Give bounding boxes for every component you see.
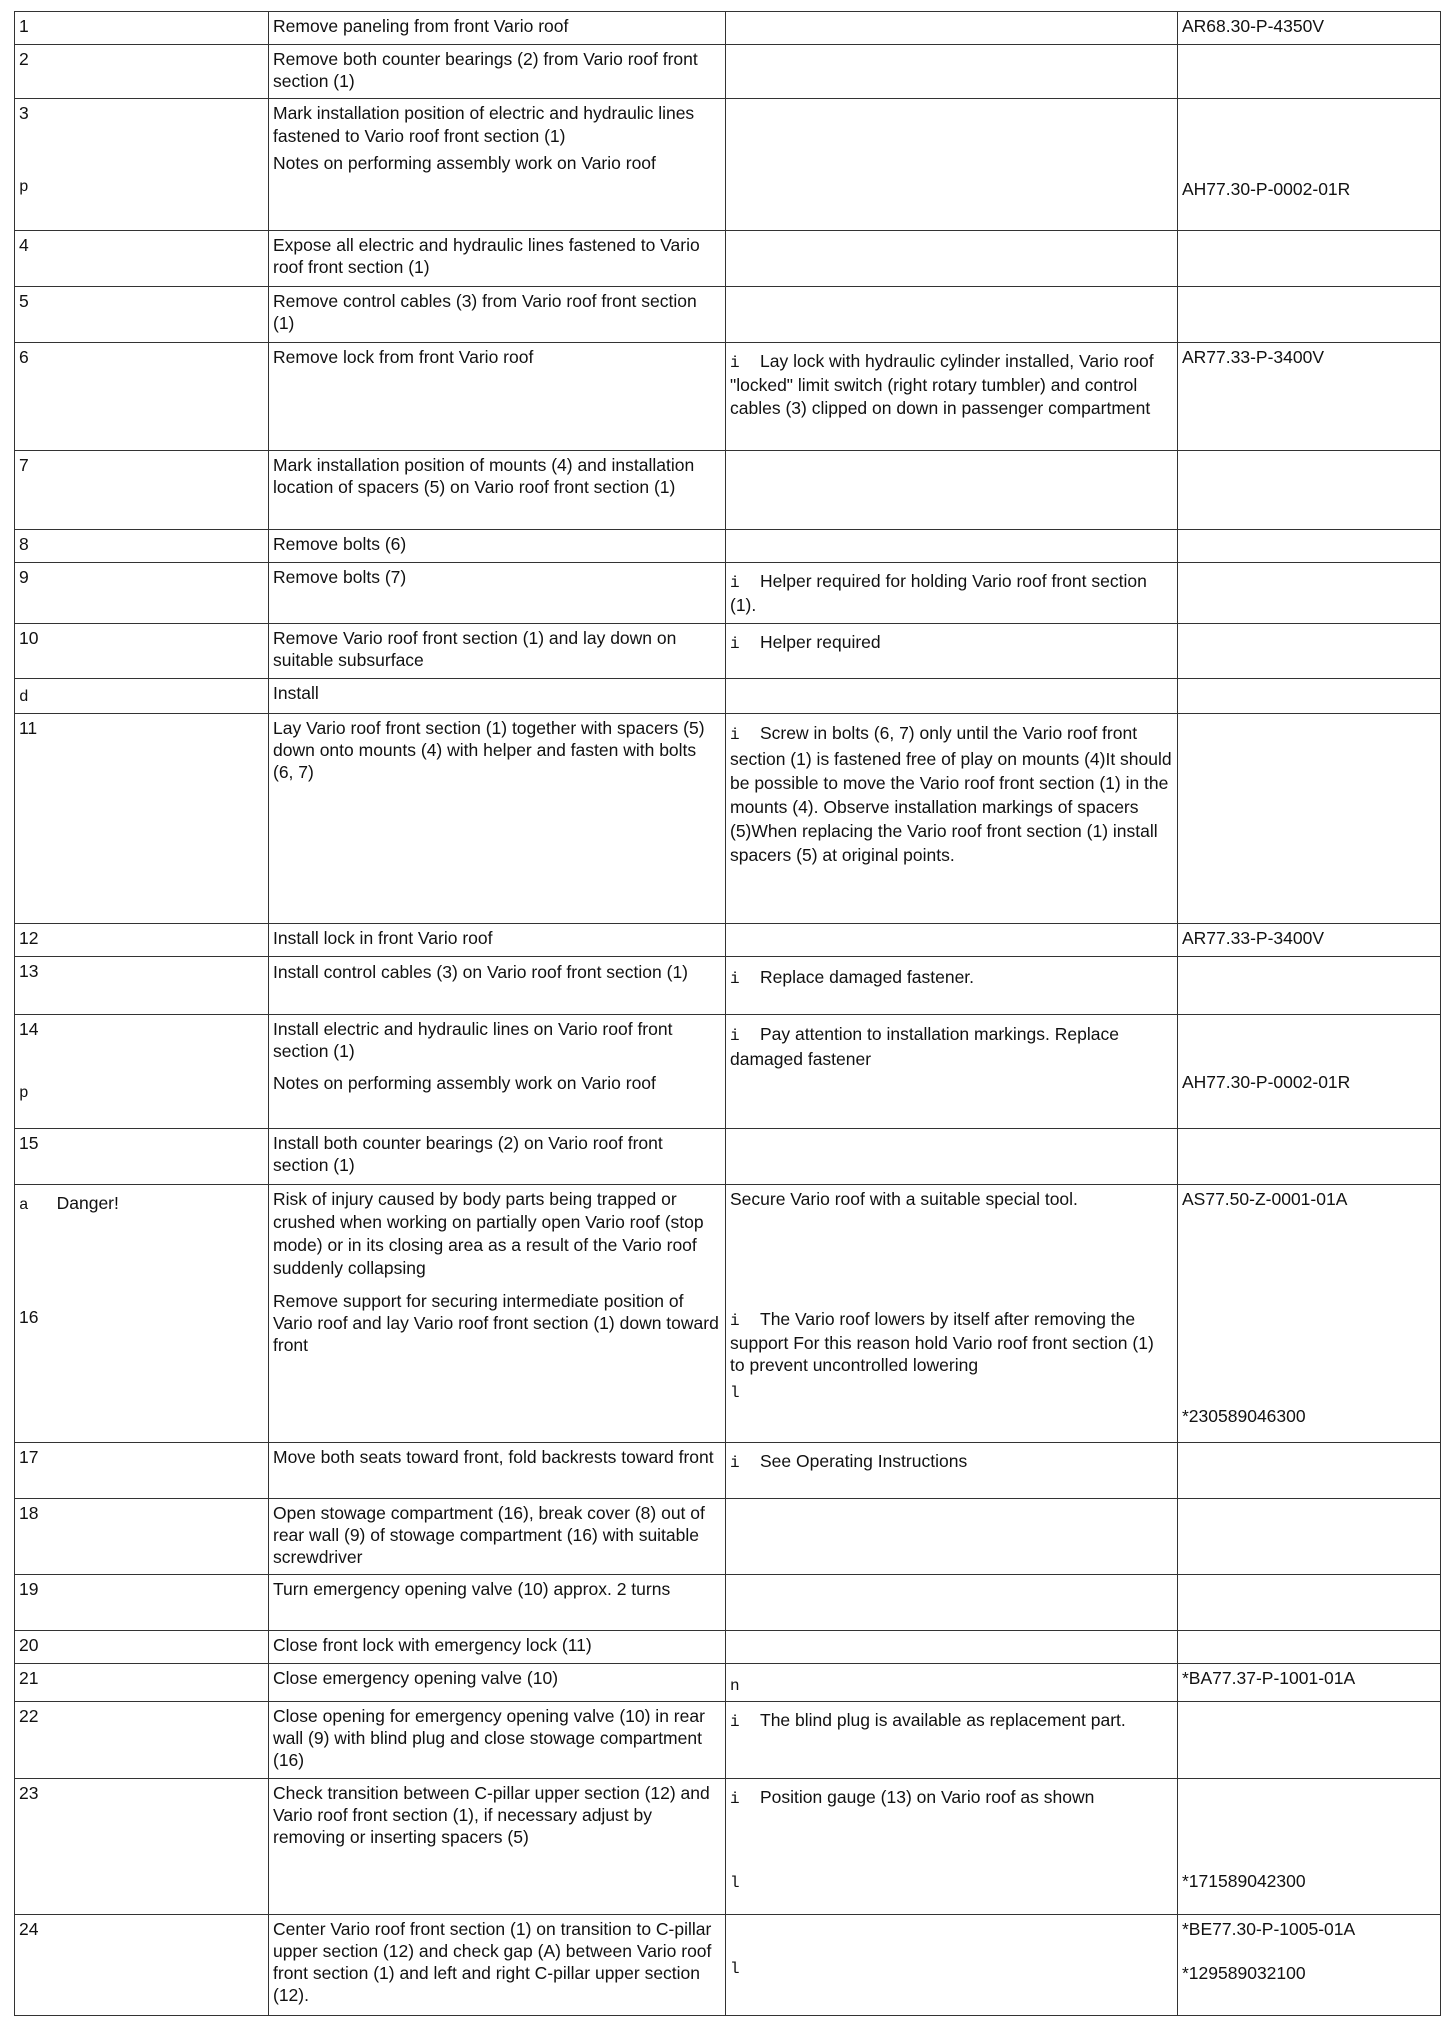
step-number: 7 bbox=[15, 451, 269, 530]
step-note: Position gauge (13) on Vario roof as shown bbox=[760, 1787, 1095, 1807]
reference-icon: n bbox=[730, 1677, 740, 1695]
step-text: Check transition between C-pillar upper section (12) and Vario roof front section (1), if necessary adjust by removing or inserting spacers (5) bbox=[269, 1779, 726, 1915]
step-reference bbox=[1178, 1129, 1441, 1185]
step-reference bbox=[1178, 287, 1441, 343]
step-text: Mark installation position of electric and hydraulic lines fastened to Vario roof front section (1) bbox=[273, 103, 695, 146]
step-subtext: Notes on performing assembly work on Vario roof bbox=[273, 1073, 656, 1093]
step-reference bbox=[1178, 1631, 1441, 1664]
table-row bbox=[15, 924, 1441, 957]
table-row bbox=[15, 287, 1441, 343]
step-reference[interactable]: *BA77.37-P-1001-01A bbox=[1178, 1664, 1441, 1702]
step-number: 12 bbox=[15, 924, 269, 957]
info-icon: i bbox=[730, 1454, 740, 1472]
step-text: Install both counter bearings (2) on Vario roof front section (1) bbox=[269, 1129, 726, 1185]
step-text: Remove support for securing intermediate position of Vario roof and lay Vario roof front section (1) down toward front bbox=[273, 1291, 719, 1355]
step-reference bbox=[1178, 45, 1441, 99]
note-symbol: p bbox=[19, 178, 29, 196]
step-number: 24 bbox=[15, 1915, 269, 2016]
step-reference[interactable]: AS77.50-Z-0001-01A bbox=[1182, 1189, 1348, 1209]
table-row bbox=[15, 957, 1441, 1015]
step-number: 23 bbox=[15, 1779, 269, 1915]
step-text: Close emergency opening valve (10) bbox=[269, 1664, 726, 1702]
step-note: The Vario roof lowers by itself after removing the support For this reason hold Vario roof front section (1) to prevent uncontrolled lowering bbox=[730, 1309, 1154, 1375]
step-text: Remove both counter bearings (2) from Vario roof front section (1) bbox=[269, 45, 726, 99]
step-note: Helper required bbox=[760, 632, 881, 652]
table-row bbox=[15, 1015, 1441, 1129]
step-subtext: Notes on performing assembly work on Vario roof bbox=[273, 153, 656, 173]
section-symbol: d bbox=[19, 688, 29, 706]
step-reference bbox=[1178, 714, 1441, 924]
info-icon: i bbox=[730, 635, 740, 653]
step-note bbox=[726, 1499, 1178, 1575]
step-text: Lay Vario roof front section (1) together with spacers (5) down onto mounts (4) with helper and fasten with bolts (6, 7) bbox=[269, 714, 726, 924]
procedure-table bbox=[14, 11, 1441, 2016]
step-note bbox=[726, 287, 1178, 343]
step-reference[interactable]: *BE77.30-P-1005-01A bbox=[1182, 1919, 1356, 1939]
step-text: Install lock in front Vario roof bbox=[269, 924, 726, 957]
step-number: 14 bbox=[19, 1019, 39, 1039]
step-number: 5 bbox=[15, 287, 269, 343]
info-icon: i bbox=[730, 1790, 740, 1808]
step-reference[interactable]: AR77.33-P-3400V bbox=[1178, 343, 1441, 451]
warning-icon: a bbox=[19, 1196, 29, 1214]
step-text: Remove Vario roof front section (1) and lay down on suitable subsurface bbox=[269, 624, 726, 679]
table-row bbox=[15, 624, 1441, 679]
step-note: Screw in bolts (6, 7) only until the Vario roof front section (1) is fastened free of play on mounts (4)It should be possible to move the Vario roof front section (1) in the mounts (4). Observe installation markings of spacers (5)When replacing the Vario roof front section (1) install spacers (5) at original points. bbox=[730, 723, 1172, 865]
step-text: Close opening for emergency opening valve (10) in rear wall (9) with blind plug and close stowage compartment (16) bbox=[269, 1702, 726, 1779]
step-reference bbox=[1178, 530, 1441, 563]
illustration-reference[interactable]: *171589042300 bbox=[1182, 1871, 1306, 1891]
step-number: 17 bbox=[15, 1443, 269, 1499]
step-note: Helper required for holding Vario roof front section (1). bbox=[730, 571, 1147, 615]
step-text: Install electric and hydraulic lines on Vario roof front section (1) bbox=[273, 1019, 673, 1061]
step-reference bbox=[1178, 563, 1441, 624]
step-number: 3 bbox=[19, 103, 29, 123]
note-symbol: p bbox=[19, 1084, 29, 1102]
step-text: Turn emergency opening valve (10) approx. 2 turns bbox=[269, 1575, 726, 1631]
step-text: Close front lock with emergency lock (11) bbox=[269, 1631, 726, 1664]
table-row bbox=[15, 1575, 1441, 1631]
step-text: Remove bolts (6) bbox=[269, 530, 726, 563]
info-icon: i bbox=[730, 970, 740, 988]
step-number: 8 bbox=[15, 530, 269, 563]
step-reference[interactable]: AR77.33-P-3400V bbox=[1178, 924, 1441, 957]
step-number: 19 bbox=[15, 1575, 269, 1631]
step-number: 15 bbox=[15, 1129, 269, 1185]
table-row bbox=[15, 1915, 1441, 2016]
step-reference bbox=[1178, 1499, 1441, 1575]
table-row bbox=[15, 1499, 1441, 1575]
step-text: Center Vario roof front section (1) on transition to C-pillar upper section (12) and check gap (A) between Vario roof front section (1) and left and right C-pillar upper section (12). bbox=[269, 1915, 726, 2016]
step-number: 6 bbox=[15, 343, 269, 451]
info-icon: i bbox=[730, 574, 740, 592]
table-row bbox=[15, 45, 1441, 99]
table-row bbox=[15, 530, 1441, 563]
step-reference[interactable]: AR68.30-P-4350V bbox=[1178, 12, 1441, 45]
illustration-icon: l bbox=[730, 1874, 740, 1892]
step-note: See Operating Instructions bbox=[760, 1451, 968, 1471]
step-reference bbox=[1178, 957, 1441, 1015]
table-row bbox=[15, 714, 1441, 924]
table-row bbox=[15, 1443, 1441, 1499]
step-text: Open stowage compartment (16), break cover (8) out of rear wall (9) of stowage compartment (16) with suitable screwdriver bbox=[269, 1499, 726, 1575]
step-number: 21 bbox=[15, 1664, 269, 1702]
step-number: 13 bbox=[15, 957, 269, 1015]
table-row bbox=[15, 1702, 1441, 1779]
danger-remedy: Secure Vario roof with a suitable special tool. bbox=[730, 1189, 1078, 1209]
step-note: Pay attention to installation markings. Replace damaged fastener bbox=[730, 1024, 1119, 1069]
step-text: Remove lock from front Vario roof bbox=[269, 343, 726, 451]
step-number: 4 bbox=[15, 231, 269, 287]
info-icon: i bbox=[730, 726, 740, 744]
step-number: 18 bbox=[15, 1499, 269, 1575]
info-icon: i bbox=[730, 1312, 740, 1330]
illustration-reference[interactable]: *129589032100 bbox=[1182, 1963, 1306, 1983]
table-row bbox=[15, 1129, 1441, 1185]
step-reference[interactable]: AH77.30-P-0002-01R bbox=[1182, 1072, 1351, 1092]
step-reference bbox=[1178, 624, 1441, 679]
step-note bbox=[726, 1129, 1178, 1185]
step-note bbox=[726, 12, 1178, 45]
step-text: Expose all electric and hydraulic lines fastened to Vario roof front section (1) bbox=[269, 231, 726, 287]
danger-text: Risk of injury caused by body parts being trapped or crushed when working on partially open Vario roof (stop mode) or in its closing area as a result of the Vario roof suddenly collapsing bbox=[273, 1189, 704, 1278]
step-note bbox=[726, 1575, 1178, 1631]
step-note bbox=[726, 924, 1178, 957]
step-number: 11 bbox=[15, 714, 269, 924]
danger-label: Danger! bbox=[56, 1193, 119, 1213]
step-note: The blind plug is available as replacement part. bbox=[760, 1710, 1126, 1730]
table-row bbox=[15, 1664, 1441, 1702]
table-row bbox=[15, 1185, 1441, 1443]
table-row bbox=[15, 12, 1441, 45]
step-number: 20 bbox=[15, 1631, 269, 1664]
step-text: Install control cables (3) on Vario roof front section (1) bbox=[269, 957, 726, 1015]
step-note bbox=[726, 530, 1178, 563]
table-row bbox=[15, 231, 1441, 287]
step-text: Mark installation position of mounts (4) and installation location of spacers (5) on Vario roof front section (1) bbox=[269, 451, 726, 530]
table-row bbox=[15, 563, 1441, 624]
table-row bbox=[15, 679, 1441, 714]
step-text: Remove control cables (3) from Vario roof front section (1) bbox=[269, 287, 726, 343]
step-reference[interactable]: AH77.30-P-0002-01R bbox=[1182, 179, 1351, 199]
table-row bbox=[15, 451, 1441, 530]
table-row bbox=[15, 1631, 1441, 1664]
step-number: 10 bbox=[15, 624, 269, 679]
step-note bbox=[726, 231, 1178, 287]
step-number: 16 bbox=[19, 1307, 39, 1327]
section-heading: Install bbox=[269, 679, 726, 714]
step-reference bbox=[1178, 1575, 1441, 1631]
step-text: Remove bolts (7) bbox=[269, 563, 726, 624]
step-reference bbox=[1178, 1702, 1441, 1779]
illustration-icon: l bbox=[730, 1384, 740, 1402]
table-row bbox=[15, 343, 1441, 451]
info-icon: i bbox=[730, 1027, 740, 1045]
step-number: 9 bbox=[15, 563, 269, 624]
step-note bbox=[726, 679, 1178, 714]
info-icon: i bbox=[730, 354, 740, 372]
step-number: 22 bbox=[15, 1702, 269, 1779]
info-icon: i bbox=[730, 1713, 740, 1731]
table-row bbox=[15, 99, 1441, 231]
step-reference bbox=[1178, 679, 1441, 714]
step-note: Replace damaged fastener. bbox=[760, 967, 975, 987]
step-reference bbox=[1178, 451, 1441, 530]
step-note bbox=[726, 99, 1178, 231]
step-reference bbox=[1178, 231, 1441, 287]
step-note bbox=[726, 451, 1178, 530]
step-number: 1 bbox=[15, 12, 269, 45]
step-reference bbox=[1178, 1443, 1441, 1499]
illustration-icon: l bbox=[730, 1960, 740, 1978]
step-note bbox=[726, 45, 1178, 99]
step-note: Lay lock with hydraulic cylinder installed, Vario roof "locked" limit switch (right rotary tumbler) and control cables (3) clipped on down in passenger compartment bbox=[730, 351, 1154, 418]
table-row bbox=[15, 1779, 1441, 1915]
step-text: Remove paneling from front Vario roof bbox=[269, 12, 726, 45]
step-text: Move both seats toward front, fold backrests toward front bbox=[269, 1443, 726, 1499]
illustration-reference[interactable]: *230589046300 bbox=[1182, 1406, 1306, 1426]
step-number: 2 bbox=[15, 45, 269, 99]
step-note bbox=[726, 1631, 1178, 1664]
